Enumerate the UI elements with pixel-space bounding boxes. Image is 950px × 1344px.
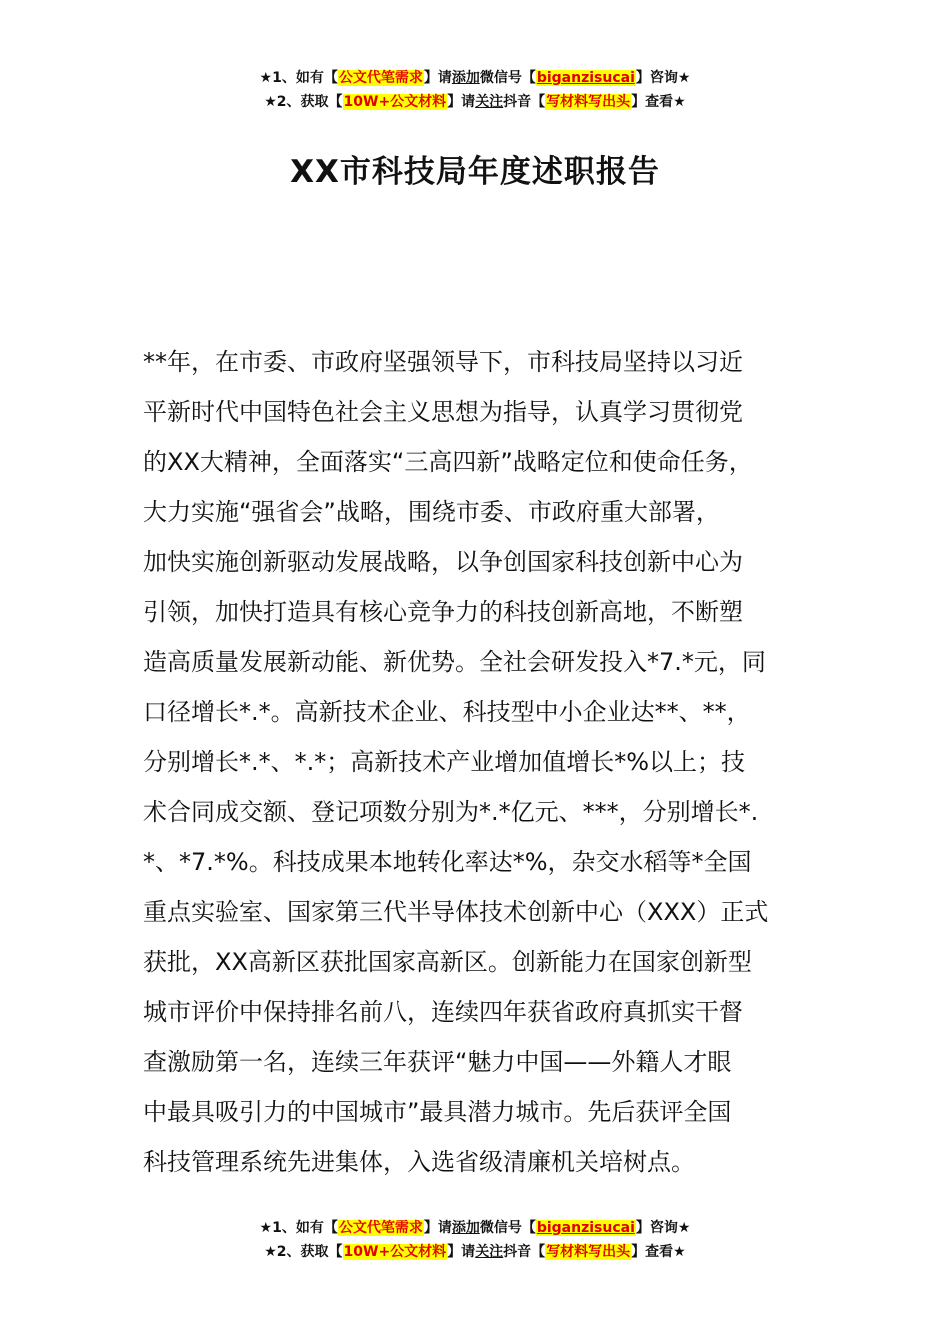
promo-line-1 — [0, 66, 950, 90]
paragraph-line: 分别增长*.*、*.*；高新技术产业增加值增长*%以上；技 — [143, 748, 746, 776]
promo-highlight-service: 公文代笔需求 — [338, 1220, 423, 1236]
paragraph-line: 大力实施“强省会”战略，围绕市委、市政府重大部署， — [143, 498, 720, 526]
promo-text: ★1、如有【 — [259, 1220, 338, 1236]
promo-text: 】咨询★ — [635, 70, 691, 86]
paragraph-line: 查激励第一名，连续三年获评“魅力中国——外籍人才眼 — [143, 1048, 732, 1076]
paragraph-line: 引领，加快打造具有核心竞争力的科技创新高地，不断塑 — [143, 598, 743, 626]
promo-underlined-text: 关注 — [475, 94, 504, 110]
promo-line-2 — [0, 90, 950, 114]
paragraph-line: 中最具吸引力的中国城市”最具潜力城市。先后获评全国 — [143, 1098, 732, 1126]
paragraph-line: 的XX大精神，全面落实“三高四新”战略定位和使命任务， — [143, 448, 753, 476]
promo-line-1 — [0, 1216, 950, 1240]
promo-wechat-id-link[interactable]: biganzisucai — [536, 70, 635, 86]
promo-text: 】请 — [447, 1244, 476, 1260]
promo-text: ★1、如有【 — [259, 70, 338, 86]
paragraph-line: **年，在市委、市政府坚强领导下，市科技局坚持以习近 — [143, 348, 743, 376]
paragraph-line: 重点实验室、国家第三代半导体技术创新中心（XXX）正式 — [143, 898, 769, 926]
promo-text: 】请 — [447, 94, 476, 110]
promo-text: 微信号【 — [479, 1220, 536, 1236]
document-body-paragraph — [143, 337, 813, 1187]
paragraph-line: 平新时代中国特色社会主义思想为指导，认真学习贯彻党 — [143, 398, 743, 426]
promo-text: 抖音【 — [503, 1244, 546, 1260]
promo-text: 】咨询★ — [635, 1220, 691, 1236]
promo-text: 】查看★ — [631, 1244, 686, 1260]
promo-text: ★2、获取【 — [264, 1244, 343, 1260]
promo-text: 抖音【 — [503, 94, 546, 110]
document-title: XX市科技局年度述职报告 — [290, 154, 660, 190]
promo-highlight-service: 公文代笔需求 — [338, 70, 423, 86]
paragraph-line: 科技管理系统先进集体，入选省级清廉机关培树点。 — [143, 1148, 695, 1176]
promo-wechat-id-link[interactable]: biganzisucai — [536, 1220, 635, 1236]
promo-text: 】查看★ — [631, 94, 686, 110]
header-promo-banner — [0, 66, 950, 114]
paragraph-line: 术合同成交额、登记项数分别为*.*亿元、***，分别增长*. — [143, 798, 759, 826]
paragraph-line: 获批，XX高新区获批国家高新区。创新能力在国家创新型 — [143, 948, 752, 976]
promo-highlight-douyin: 写材料写出头 — [546, 1244, 631, 1260]
promo-underlined-text: 关注 — [475, 1244, 504, 1260]
promo-line-2 — [0, 1240, 950, 1264]
paragraph-line: *、*7.*%。科技成果本地转化率达*%，杂交水稻等*全国 — [143, 848, 752, 876]
promo-text: 】请 — [423, 1220, 452, 1236]
promo-highlight-materials: 10W+公文材料 — [343, 1244, 447, 1260]
promo-text: 】请 — [423, 70, 452, 86]
footer-promo-banner — [0, 1216, 950, 1264]
promo-highlight-douyin: 写材料写出头 — [546, 94, 631, 110]
promo-highlight-materials: 10W+公文材料 — [343, 94, 447, 110]
paragraph-line: 造高质量发展新动能、新优势。全社会研发投入*7.*元，同 — [143, 648, 766, 676]
promo-underlined-text: 添加 — [451, 1220, 480, 1236]
promo-text: 微信号【 — [479, 70, 536, 86]
paragraph-line: 口径增长*.*。高新技术企业、科技型中小企业达**、**， — [143, 698, 751, 726]
promo-underlined-text: 添加 — [451, 70, 480, 86]
paragraph-line: 城市评价中保持排名前八，连续四年获省政府真抓实干督 — [143, 998, 743, 1026]
paragraph-line: 加快实施创新驱动发展战略，以争创国家科技创新中心为 — [143, 548, 743, 576]
promo-text: ★2、获取【 — [264, 94, 343, 110]
